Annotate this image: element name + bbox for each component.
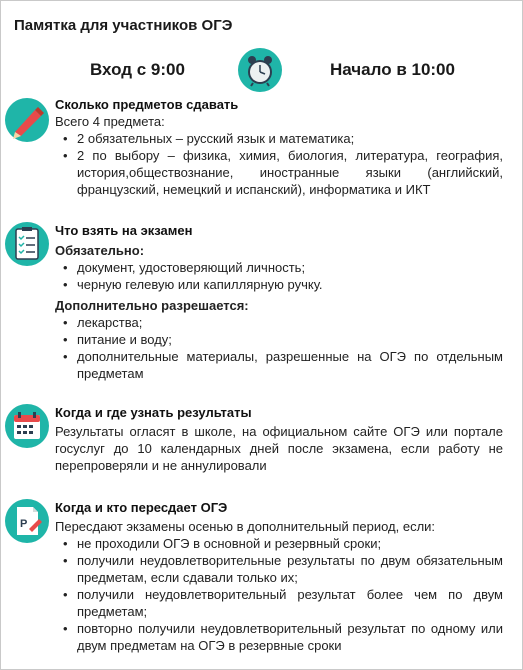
section-heading: Когда и кто пересдает ОГЭ — [55, 500, 228, 515]
allowed-label: Дополнительно разрешается: — [55, 298, 249, 313]
list-item: • повторно получили неудовлетворительный результат по одному или двум предметам на ОГЭ в резервные сроки — [55, 620, 503, 654]
list-item: • 2 по выбору – физика, химия, биология, литература, география, история,обществознание, иностранные языки (английский, французский, немецкий и испанский), информатика и ИКТ — [55, 147, 503, 198]
list-item: • получили неудовлетворительные результаты по двум обязательным предметам, если сдавали только их; — [55, 552, 503, 586]
results-text: Результаты огласят в школе, на официальном сайте ОГЭ или портале госуслуг до 10 календарных дней после экзамена, если работу не перепроверяли и не аннулировали — [55, 424, 503, 473]
entry-time: Вход с 9:00 — [90, 60, 185, 79]
document-icon — [5, 499, 49, 543]
svg-text:P: P — [20, 518, 28, 530]
list-item: • дополнительные материалы, разрешенные на ОГЭ по отдельным предметам — [55, 348, 503, 382]
section-heading: Когда и где узнать результаты — [55, 405, 252, 420]
list-item: • документ, удостоверяющий личность; — [55, 259, 503, 276]
list-item: • черную гелевую или капиллярную ручку. — [55, 276, 503, 293]
section-intro: Всего 4 предмета: — [55, 114, 165, 129]
list-item: • питание и воду; — [55, 331, 503, 348]
required-label: Обязательно: — [55, 243, 145, 258]
list-item: • 2 обязательных – русский язык и математика; — [55, 130, 503, 147]
alarm-clock-icon — [238, 48, 282, 92]
required-list — [55, 259, 503, 293]
subjects-list — [55, 130, 503, 198]
list-item: • получили неудовлетворительный результат более чем по двум предметам; — [55, 586, 503, 620]
pencil-icon — [5, 98, 49, 142]
section-heading: Что взять на экзамен — [55, 223, 193, 238]
section-intro: Пересдают экзамены осенью в дополнительный период, если: — [55, 519, 436, 534]
calendar-icon — [5, 404, 49, 448]
start-time: Начало в 10:00 — [330, 60, 455, 79]
checklist-icon — [5, 222, 49, 266]
retake-list — [55, 535, 503, 654]
section-heading: Сколько предметов сдавать — [55, 97, 239, 112]
allowed-list — [55, 314, 503, 382]
page-title: Памятка для участников ОГЭ — [14, 17, 233, 34]
list-item: • лекарства; — [55, 314, 503, 331]
list-item: • не проходили ОГЭ в основной и резервный сроки; — [55, 535, 503, 552]
